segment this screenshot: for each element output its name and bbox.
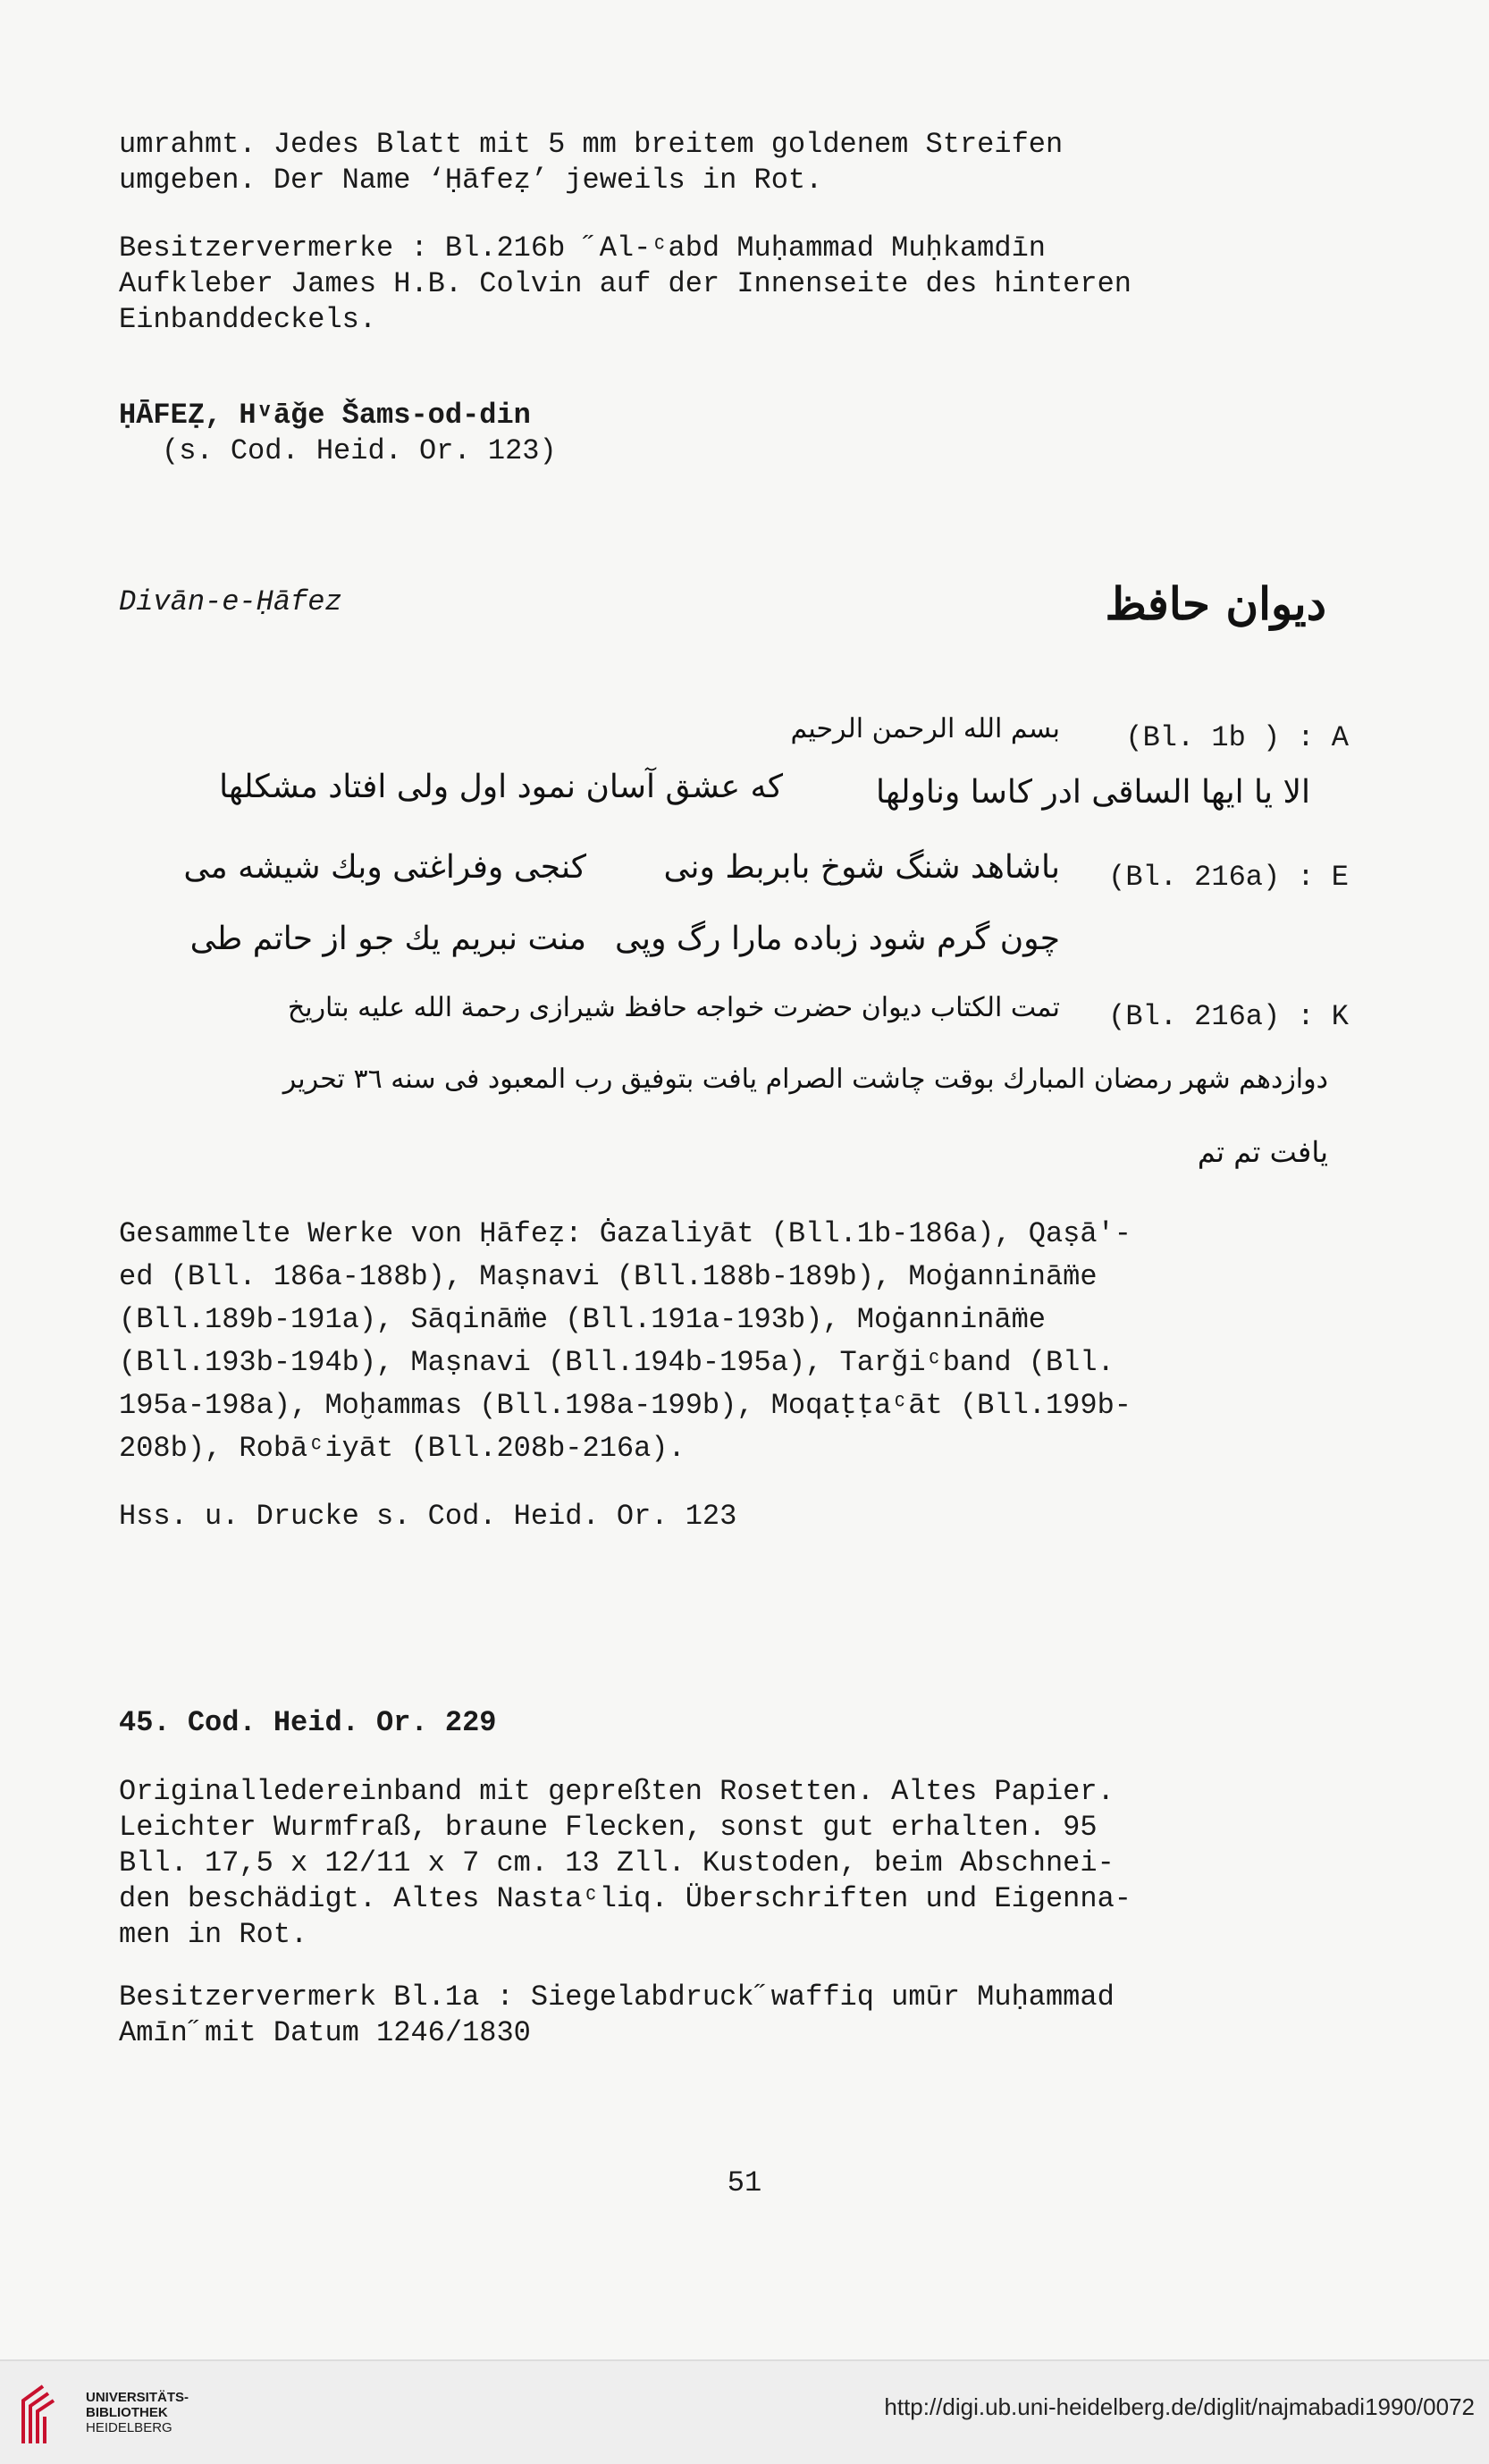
library-name-line-3: HEIDELBERG <box>86 2420 172 2435</box>
work-title-latin: Divān-e-Ḥāfez <box>119 585 342 618</box>
incipit-e-verse-left: كنجى وفراغتى وبك شيشه مى <box>183 849 586 886</box>
collected-works-line: 208b), Robāᶜiyāt (Bll.208b-216a). <box>119 1432 686 1465</box>
intro-paragraph <box>119 127 1349 198</box>
entry-45-owner-line-1: Besitzervermerk Bl.1a : Siegelabdruck˝waffiq umūr Muḥammad <box>119 1980 1115 2014</box>
collected-works-paragraph <box>119 1213 1349 1470</box>
incipit-e-verse-2-left: منت نبريم يك جو از حاتم طى <box>189 921 586 957</box>
entry-45-line: den beschädigt. Altes Nastaᶜliq. Überschriften und Eigenna- <box>119 1882 1131 1915</box>
page-number: 51 <box>727 2166 762 2199</box>
entry-45-description <box>119 1774 1349 1953</box>
owner-notes-line-1: Besitzervermerke : Bl.216b ˝Al-ᶜabd Muḥammad Muḥkamdīn <box>119 231 1046 265</box>
entry-45-line: Originalledereinband mit gepreßten Rosetten. Altes Papier. <box>119 1775 1115 1808</box>
entry-45-line: Bll. 17,5 x 12/11 x 7 cm. 13 Zll. Kustoden, beim Abschnei- <box>119 1846 1115 1880</box>
intro-line-1: umrahmt. Jedes Blatt mit 5 mm breitem goldenem Streifen <box>119 128 1064 161</box>
library-name <box>86 2390 189 2435</box>
owner-notes-line-2: Aufkleber James H.B. Colvin auf der Innenseite des hinteren <box>119 267 1131 300</box>
work-title-arabic: ديوان حافظ <box>1105 577 1326 630</box>
entry-45-owner-note <box>119 1980 1349 2051</box>
collected-works-line: ed (Bll. 186a-188b), Maṣnavi (Bll.188b-189b), Moġanninām̈e <box>119 1260 1098 1293</box>
colophon-k-line-3: يافت تم تم <box>1197 1135 1328 1169</box>
intro-line-2: umgeben. Der Name ‘Ḥāfeẓ’ jeweils in Rot. <box>119 164 823 197</box>
author-block <box>119 398 1349 469</box>
entry-45-owner-line-2: Amīn˝mit Datum 1246/1830 <box>119 2016 531 2049</box>
incipit-a-reference: (Bl. 1b ) : A <box>1125 721 1349 754</box>
collected-works-line: (Bll.193b-194b), Maṣnavi (Bll.194b-195a), Tarǧiᶜband (Bll. <box>119 1346 1115 1379</box>
manuscripts-note: Hss. u. Drucke s. Cod. Heid. Or. 123 <box>119 1500 737 1533</box>
collected-works-line: Gesammelte Werke von Ḥāfeẓ: Ġazaliyāt (Bll.1b-186a), Qaṣā'- <box>119 1217 1131 1250</box>
entry-45-line: Leichter Wurmfraß, braune Flecken, sonst gut erhalten. 95 <box>119 1811 1098 1844</box>
incipit-e-verse-right: باشاهد شنگ شوخ بابربط ونى <box>663 849 1060 886</box>
incipit-e-verse-2-right: چون گرم شود زباده مارا رگ وپى <box>615 921 1060 957</box>
library-footer <box>0 2359 1489 2464</box>
colophon-k-line-1: تمت الكتاب ديوان حضرت خواجه حافظ شيرازى رحمة الله عليه بتاريخ <box>287 992 1060 1023</box>
colophon-k-reference: (Bl. 216a) : K <box>1108 1000 1349 1033</box>
incipit-a-basmala: بسم الله الرحمن الرحيم <box>790 713 1060 744</box>
colophon-k-line-2: دوازدهم شهر رمضان المبارك بوقت چاشت الصرام يافت بتوفيق رب المعبود فى سنه ٣٦ تحرير <box>282 1064 1328 1095</box>
incipit-a-verse-right: الا يا ايها الساقى ادر كاسا وناولها <box>876 774 1310 811</box>
digital-library-url-link[interactable]: http://digi.ub.uni-heidelberg.de/diglit/najmabadi1990/0072 <box>884 2393 1475 2420</box>
incipit-e-reference: (Bl. 216a) : E <box>1108 861 1349 894</box>
university-library-logo-icon <box>18 2381 73 2445</box>
entry-45-line: men in Rot. <box>119 1918 308 1951</box>
author-name: ḤĀFEẒ, Hᵛāǧe Šams-od-din <box>119 399 531 432</box>
library-name-line-2: BIBLIOTHEK <box>86 2405 168 2420</box>
collected-works-line: (Bll.189b-191a), Sāqinām̈e (Bll.191a-193b), Moġanninām̈e <box>119 1303 1046 1336</box>
incipit-a-verse-left: كه عشق آسان نمود اول ولى افتاد مشكلها <box>219 769 783 805</box>
entry-45-heading: 45. Cod. Heid. Or. 229 <box>119 1706 497 1739</box>
owner-notes <box>119 231 1349 338</box>
author-reference: (s. Cod. Heid. Or. 123) <box>162 434 557 467</box>
collected-works-line: 195a-198a), Moḫammas (Bll.198a-199b), Moqaṭṭaᶜāt (Bll.199b- <box>119 1389 1131 1422</box>
owner-notes-line-3: Einbanddeckels. <box>119 303 377 336</box>
library-name-line-1: UNIVERSITÄTS- <box>86 2390 189 2405</box>
